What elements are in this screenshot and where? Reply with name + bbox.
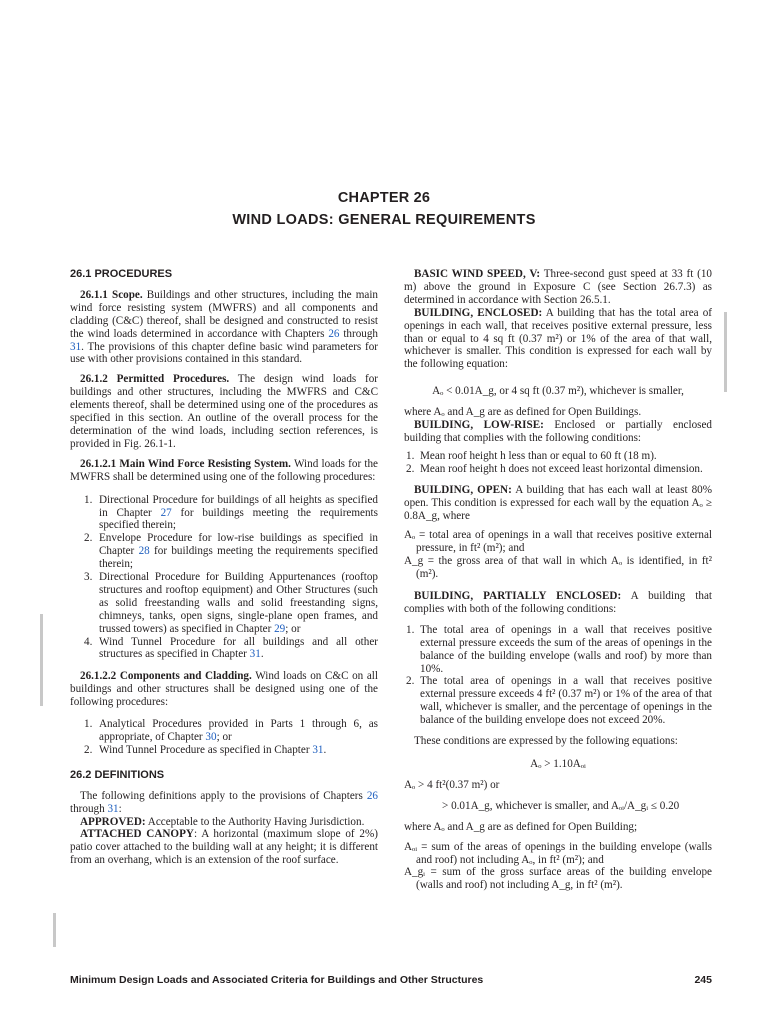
- equation-partially-enclosed-1: Aₒ > 1.10Aₒᵢ: [530, 758, 586, 770]
- list-item: 2. The total area of openings in a wall that receives positive external pressure exceeds 4 ft² (0.37 m²) or 1% of the area of that wall, whichever is smaller, and the percentage of openings in the balance of the building envelope does not exceed 20%.: [406, 675, 712, 727]
- paragraph-conditions-expressed: These conditions are expressed by the following equations:: [414, 735, 678, 748]
- list-item: 1. Directional Procedure for buildings of all heights as specified in Chapter 27 for buildings meeting the requirements specified therein;: [84, 493, 378, 532]
- chapter-link[interactable]: 27: [160, 506, 172, 519]
- definition-building-partially-enclosed: BUILDING, PARTIALLY ENCLOSED: A building that complies with both of the following conditions:: [404, 590, 712, 615]
- list-item: 2. Wind Tunnel Procedure as specified in Chapter 31.: [84, 743, 327, 756]
- chapter-link[interactable]: 31: [249, 648, 261, 661]
- low-rise-conditions-list: [404, 450, 712, 476]
- list-item: 1. Mean roof height h less than or equal to 60 ft (18 m).: [406, 449, 657, 462]
- paragraph-components-cladding: 26.1.2.2 Components and Cladding. Wind loads on C&C on all buildings and other structures shall be designed using one of the following procedures:: [70, 670, 378, 709]
- footer-title: Minimum Design Loads and Associated Criteria for Buildings and Other Structures: [70, 974, 484, 986]
- section-heading-26-2: 26.2 DEFINITIONS: [70, 768, 165, 781]
- section-heading-26-1: 26.1 PROCEDURES: [70, 268, 173, 280]
- chapter-link[interactable]: 26: [328, 327, 340, 340]
- partially-enclosed-conditions-list: [404, 624, 712, 727]
- chapter-link[interactable]: 31: [70, 340, 82, 353]
- list-item: 2. Envelope Procedure for low-rise buildings as specified in Chapter 28 for buildings meeting the requirements specified therein;: [84, 532, 378, 571]
- variable-definition: Aₒᵢ = sum of the areas of openings in the building envelope (walls and roof) not including Aₒ, in ft² (m²); and: [404, 840, 712, 866]
- chapter-link[interactable]: 30: [205, 731, 217, 743]
- paragraph-mwfrs: 26.1.2.1 Main Wind Force Resisting System. Wind loads for the MWFRS shall be determined using one of the following procedures:: [70, 457, 378, 483]
- equation-partially-enclosed-3: > 0.01A_g, whichever is smaller, and Aₒᵢ/A_gᵢ ≤ 0.20: [442, 799, 680, 812]
- cc-procedure-list: [70, 718, 378, 757]
- chapter-link[interactable]: 31: [107, 802, 119, 815]
- definition-attached-canopy: ATTACHED CANOPY: A horizontal (maximum slope of 2%) patio cover attached to the building wall at any height; it is different from an overhang, which is an extension of the roof surface.: [70, 828, 378, 867]
- chapter-link[interactable]: 26: [366, 789, 378, 802]
- list-item: 2. Mean roof height h does not exceed least horizontal dimension.: [406, 462, 703, 475]
- list-item: 3. Directional Procedure for Building Appurtenances (rooftop structures and rooftop equipment) and Other Structures (such as solid freestanding walls and solid freestanding signs, chimneys, tanks, open signs, single-plane open frames, and trussed towers) as specified in Chapter 29; or: [84, 571, 378, 635]
- definition-building-open: BUILDING, OPEN: A building that has each wall at least 80% open. This condition is expressed for each wall by the equation Aₒ ≥ 0.8A_g, where: [404, 483, 713, 522]
- paragraph-where-open: where Aₒ and A_g are as defined for Open Buildings.: [404, 406, 642, 419]
- definition-approved: APPROVED: Acceptable to the Authority Having Jurisdiction.: [80, 815, 365, 828]
- change-bar: [40, 614, 43, 706]
- paragraph-scope: 26.1.1 Scope. Buildings and other structures, including the main wind force resisting system (MWFRS) and all components and cladding (C&C) thereof, shall be designed and constructed to resist the wind loads determined in accordance with Chapters 26 through 31. The provisions of this chapter define basic wind parameters for use with other provisions contained in this standard.: [70, 288, 378, 366]
- paragraph-where-open-building: where Aₒ and A_g are as defined for Open Building;: [404, 820, 638, 833]
- mwfrs-procedure-list: [70, 494, 378, 662]
- definition-building-low-rise: BUILDING, LOW-RISE: Enclosed or partially enclosed building that complies with the following conditions:: [404, 419, 713, 444]
- right-column: [404, 268, 712, 892]
- chapter-link[interactable]: 28: [138, 545, 150, 558]
- chapter-title: WIND LOADS: GENERAL REQUIREMENTS: [232, 212, 536, 228]
- variable-definition: A_gᵢ = sum of the gross surface areas of the building envelope (walls and roof) not including A_g, in ft² (m²).: [404, 866, 712, 892]
- list-item: 4. Wind Tunnel Procedure for all buildings and all other structures as specified in Chapter 31.: [84, 635, 378, 661]
- chapter-link[interactable]: 29: [274, 622, 286, 635]
- left-column: [70, 268, 378, 867]
- paragraph-permitted-procedures: 26.1.2 Permitted Procedures. The design wind loads for buildings and other structures, including the MWFRS and C&C elements thereof, shall be determined using one of the procedures as specified in this section. An outline of the overall process for the determination of the wind loads, including section references, is provided in Fig. 26.1-1.: [70, 373, 379, 450]
- variable-definition: Aₒ = total area of openings in a wall that receives positive external pressure, in ft² (m²); and: [404, 529, 712, 555]
- definition-building-enclosed: BUILDING, ENCLOSED: A building that has the total area of openings in each wall, that receives positive external pressure, less than or equal to 4 sq ft (0.37 m²) or 1% of the area of that wall, whichever is smaller. This condition is expressed for each wall by the following equation:: [404, 306, 712, 371]
- chapter-number: CHAPTER 26: [337, 190, 431, 206]
- list-item: 1. The total area of openings in a wall that receives positive external pressure exceeds the sum of the areas of openings in the balance of the building envelope (walls and roof) by more than 10%.: [406, 623, 712, 675]
- equation-partially-enclosed-2: Aₒ > 4 ft²(0.37 m²) or: [404, 778, 500, 791]
- chapter-link[interactable]: 31: [312, 743, 324, 756]
- page-number: 245: [694, 974, 712, 986]
- list-item: 1. Analytical Procedures provided in Parts 1 through 6, as appropriate, of Chapter 30; or: [84, 718, 378, 743]
- variable-definition: A_g = the gross area of that wall in which Aₒ is identified, in ft² (m²).: [404, 555, 712, 581]
- paragraph-definitions-intro: The following definitions apply to the provisions of Chapters 26 through 31:: [70, 789, 378, 815]
- equation-enclosed: Aₒ < 0.01A_g, or 4 sq ft (0.37 m²), whichever is smaller,: [432, 385, 684, 398]
- change-bar: [53, 913, 56, 947]
- change-bar: [724, 312, 727, 392]
- definition-basic-wind-speed: BASIC WIND SPEED, V: Three-second gust speed at 33 ft (10 m) above the ground in Exposure C (see Section 26.7.3) as determined in accordance with Section 26.5.1.: [404, 268, 712, 306]
